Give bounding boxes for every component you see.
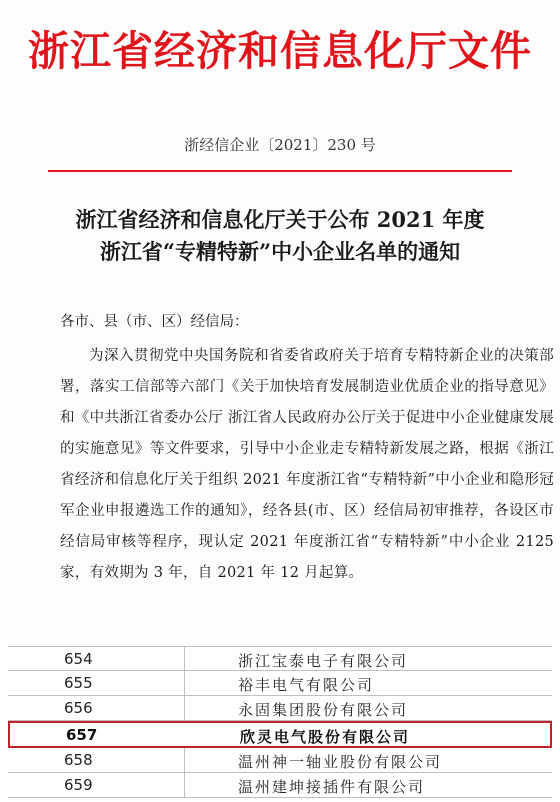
column-divider [184, 671, 185, 695]
row-number: 658 [64, 751, 93, 769]
notice-title [0, 204, 560, 268]
row-number: 659 [64, 776, 93, 794]
column-divider [184, 647, 185, 670]
body-paragraph: 为深入贯彻党中央国务院和省委省政府关于培育专精特新企业的决策部署，落实工信部等六部门《关于加快培育发展制造业优质企业的指导意见》和《中共浙江省委办公厅 浙江省人民政府办公厅关于促进中小企业健康发展的实施意见》等文件要求，引导中小企业走专精特新发展之路，根据《浙江省经济和信息化厅关于组织 2021 年度浙江省“专精特新”中小企业和隐形冠军企业申报遴选工作的通知》，经各县(市、区）经信局初审推荐，各设区市经信局审核等程序，现认定 2021 年度浙江省“专精特新”中小企业 2125 家，有效期为 3 年，自 2021 年 12 月起算。 [60, 348, 554, 581]
company-name: 欣灵电气股份有限公司 [240, 728, 411, 746]
row-number: 656 [64, 699, 93, 717]
red-divider [48, 170, 512, 172]
table-row [8, 748, 552, 773]
column-divider [184, 773, 185, 797]
row-number: 657 [66, 726, 98, 744]
company-name: 浙江宝泰电子有限公司 [238, 652, 409, 670]
notice-title-line-2: 浙江省“专精特新”中小企业名单的通知 [99, 239, 461, 264]
company-name: 温州神一轴业股份有限公司 [238, 753, 443, 771]
notice-title-line-1: 浙江省经济和信息化厅关于公布 2021 年度 [75, 207, 485, 232]
table-row [8, 646, 552, 671]
column-divider [184, 748, 185, 772]
document-number: 浙经信企业〔2021〕230 号 [184, 136, 376, 154]
masthead-title: 浙江省经济和信息化厅文件 [28, 27, 532, 75]
company-list-table [0, 640, 560, 802]
company-name: 裕丰电气有限公司 [238, 676, 375, 694]
table-row [8, 671, 552, 696]
addressee: 各市、县（市、区）经信局： [60, 314, 249, 330]
table-row-highlighted [8, 721, 552, 748]
column-divider [184, 696, 185, 720]
company-name: 温州建坤接插件有限公司 [238, 778, 426, 796]
table-row [8, 773, 552, 798]
row-number: 654 [64, 650, 93, 668]
row-number: 655 [64, 674, 93, 692]
table-row [8, 696, 552, 721]
company-name: 永固集团股份有限公司 [238, 701, 409, 719]
